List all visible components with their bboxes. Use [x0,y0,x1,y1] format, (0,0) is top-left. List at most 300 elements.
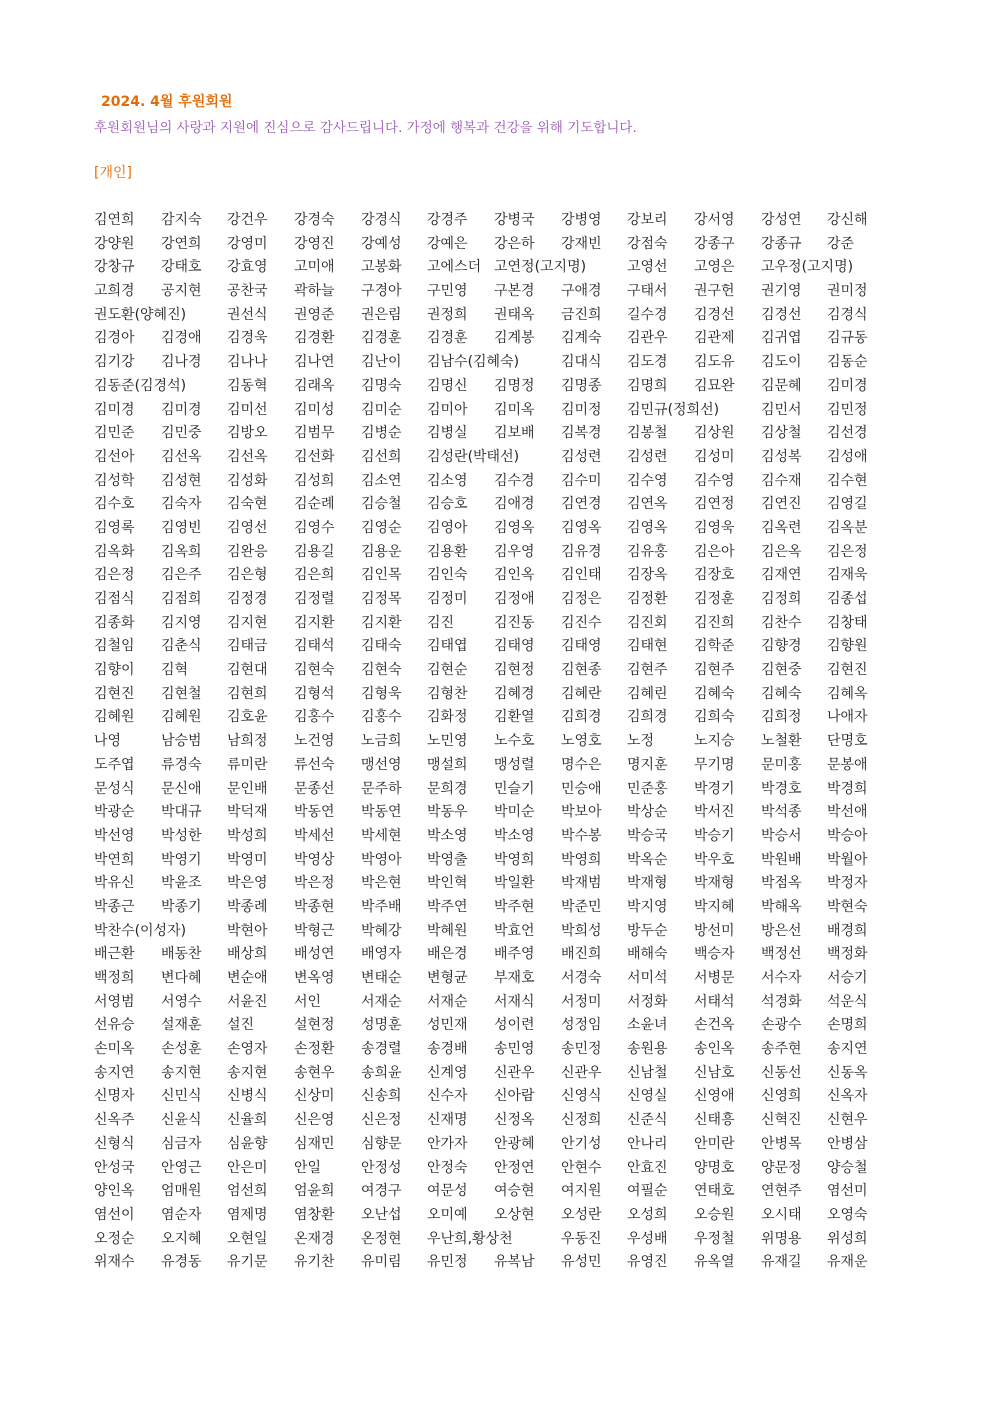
member-name: 김성복 [761,448,802,465]
member-name: 김애경 [494,496,535,513]
member-name: 안정숙 [427,1159,468,1176]
member-name: 박유신 [94,875,135,892]
member-name: 오미예 [427,1206,468,1223]
member-name: 김은아 [694,543,735,560]
member-name: 노수호 [494,733,535,750]
member-name: 김수호 [94,496,135,513]
member-name: 서재식 [494,993,535,1010]
name-row [94,399,894,423]
name-row [94,1180,894,1204]
member-name: 류미란 [227,756,268,773]
member-name: 서인 [294,993,322,1010]
member-name: 김유홍 [627,543,668,560]
member-name: 강효영 [227,259,268,276]
member-name: 박미순 [494,804,535,821]
member-name: 김병순 [361,425,402,442]
member-name: 강경식 [361,212,402,228]
member-name: 김성련 [561,448,602,465]
member-name: 우난희,황상천 [427,1230,513,1247]
member-name: 염창환 [294,1206,335,1223]
member-name: 박석종 [761,804,802,821]
member-name: 김향원 [827,638,868,655]
member-name: 문봉애 [827,756,868,773]
member-name: 맹성렬 [494,756,535,773]
member-name: 변순애 [227,970,268,986]
name-row [94,896,894,920]
member-name: 강서영 [694,212,735,228]
member-name: 김선희 [361,448,402,465]
member-name: 김경선 [694,306,735,323]
member-name: 심금자 [161,1135,202,1152]
member-name: 신형식 [94,1135,135,1152]
member-name: 박주현 [494,898,535,915]
member-name: 노지승 [694,733,735,750]
member-name: 연현주 [761,1183,802,1200]
member-name: 유기문 [227,1254,268,1271]
name-row [94,1228,894,1252]
member-name: 김미순 [361,401,402,418]
member-name: 강영진 [294,235,335,252]
member-name: 김경애 [161,330,202,347]
member-name: 권은림 [361,306,402,323]
member-name: 선유승 [94,1017,135,1034]
member-name: 박종기 [161,898,202,915]
member-name: 박원배 [761,851,802,868]
thank-you-message: 후원회원님의 사랑과 지원에 진심으로 감사드립니다. 가정에 행복과 건강을 위해 기도합니다. [94,120,637,136]
member-name: 유민정 [427,1254,468,1271]
member-name: 박형근 [294,922,335,939]
member-name: 박지혜 [694,898,735,915]
member-name: 김상철 [761,425,802,442]
member-name: 강경주 [427,212,468,228]
member-name: 위재수 [94,1254,135,1271]
section-label-individual: [개인] [94,165,132,181]
member-name: 김영옥 [494,519,535,536]
member-name: 김환열 [494,709,535,726]
member-name: 김희경 [627,709,668,726]
member-name: 김유경 [561,543,602,560]
name-row [94,612,894,636]
member-name: 신옥주 [94,1112,135,1129]
member-name: 서윤진 [227,993,268,1010]
member-name: 강보리 [627,212,668,228]
member-name: 박서진 [694,804,735,821]
member-name: 김명정 [494,377,535,394]
member-name: 노정 [627,733,655,750]
member-name: 김영욱 [694,519,735,536]
member-name: 박일환 [494,875,535,892]
member-name: 박성희 [227,827,268,844]
member-name: 김난이 [361,354,402,371]
member-name: 송원용 [627,1041,668,1058]
member-name: 김민중 [161,425,202,442]
member-name: 김미선 [227,401,268,418]
member-name: 맹선영 [361,756,402,773]
name-row [94,351,894,375]
member-name: 성이련 [494,1017,535,1034]
member-name: 김민규(정희선) [627,401,720,418]
member-name: 서수자 [761,970,802,986]
name-row [94,1014,894,1038]
member-name: 김현정 [494,662,535,679]
member-name: 김민정 [827,401,868,418]
name-row [94,1204,894,1228]
member-name: 김형석 [294,685,335,702]
member-name: 김종화 [94,614,135,631]
member-name: 신남호 [694,1064,735,1081]
member-name: 김혜원 [161,709,202,726]
member-name: 김영순 [361,519,402,536]
member-name: 신재명 [427,1112,468,1129]
member-name: 소윤녀 [627,1017,668,1034]
member-name: 박승국 [627,827,668,844]
member-name: 여지원 [561,1183,602,1200]
member-name: 우동진 [561,1230,602,1247]
member-name: 신정옥 [494,1112,535,1129]
member-name: 문성식 [94,780,135,797]
member-name: 서재순 [361,993,402,1010]
member-name: 김태엽 [427,638,468,655]
member-name: 양인옥 [94,1183,135,1200]
member-name: 강연희 [161,235,202,252]
member-name: 양명호 [694,1159,735,1176]
member-name: 김혜숙 [761,685,802,702]
member-name: 서승기 [827,970,868,986]
member-name: 김화정 [427,709,468,726]
member-name: 박혜강 [361,922,402,939]
member-name: 송지현 [161,1064,202,1081]
member-name: 신영실 [627,1088,668,1105]
member-name: 김혜린 [627,685,668,702]
member-name: 나애자 [827,709,868,726]
member-name: 신민식 [161,1088,202,1105]
member-name: 신정희 [561,1112,602,1129]
name-row [94,706,894,730]
member-name: 송경렬 [361,1041,402,1058]
member-name: 구경아 [361,283,402,300]
member-name: 온재경 [294,1230,335,1247]
member-name: 서미석 [627,970,668,986]
member-name: 안병목 [761,1135,802,1152]
member-name: 김수영 [627,472,668,489]
member-name: 안현수 [561,1159,602,1176]
member-name: 서영범 [94,993,135,1010]
member-name: 김학준 [694,638,735,655]
member-name: 박인혁 [427,875,468,892]
member-name: 권정희 [427,306,468,323]
member-name: 김관우 [627,330,668,347]
member-name: 김계봉 [494,330,535,347]
member-name: 박승아 [827,827,868,844]
member-name: 김종섭 [827,591,868,607]
member-name: 배해숙 [627,946,668,963]
member-name: 공지현 [161,283,202,300]
name-row [94,967,894,991]
member-name: 강예성 [361,235,402,252]
member-name: 김미아 [427,401,468,418]
member-name: 여문성 [427,1183,468,1200]
member-name: 김묘완 [694,377,735,394]
member-name: 박영미 [227,851,268,868]
member-name: 여승현 [494,1183,535,1200]
member-name: 박지영 [627,898,668,915]
member-name: 안가자 [427,1135,468,1152]
member-name: 박대규 [161,804,202,821]
member-name: 김장호 [694,567,735,584]
member-name: 여필순 [627,1183,668,1200]
member-name: 명지훈 [627,756,668,773]
member-name: 송민영 [494,1041,535,1058]
member-name: 박종례 [227,898,268,915]
member-name: 문주하 [361,780,402,797]
member-name: 김지환 [361,614,402,631]
member-name: 신현우 [827,1112,868,1129]
member-name: 고영은 [694,259,735,276]
member-name: 노민영 [427,733,468,750]
member-name: 심윤향 [227,1135,268,1152]
member-name: 김지환 [294,614,335,631]
member-name: 권영준 [294,306,335,323]
member-name: 김경아 [94,330,135,347]
member-name: 손성훈 [161,1041,202,1058]
member-name: 엄선희 [227,1183,268,1200]
member-name: 강종규 [761,235,802,252]
member-name: 김승철 [361,496,402,513]
member-name: 방은선 [761,922,802,939]
member-name: 김성애 [827,448,868,465]
member-name: 유기찬 [294,1254,335,1271]
member-name: 배근환 [94,946,135,963]
name-row [94,754,894,778]
member-name: 강재빈 [561,235,602,252]
member-name: 김범무 [294,425,335,442]
member-name: 김나연 [294,354,335,371]
member-name: 박점옥 [761,875,802,892]
member-name: 오난섭 [361,1206,402,1223]
member-name: 양승철 [827,1159,868,1176]
member-name: 박우호 [694,851,735,868]
member-name: 김지현 [227,614,268,631]
member-name: 김민준 [94,425,135,442]
member-name: 강점숙 [627,235,668,252]
member-name: 권구헌 [694,283,735,300]
member-name: 박주배 [361,898,402,915]
name-row [94,304,894,328]
member-name: 심향문 [361,1135,402,1152]
member-name: 김선화 [294,448,335,465]
member-name: 박연희 [94,851,135,868]
member-name: 박광순 [94,804,135,821]
member-name: 변옥영 [294,970,335,986]
member-name: 김희정 [761,709,802,726]
member-name: 김수경 [494,472,535,489]
member-name: 여경구 [361,1183,402,1200]
member-name: 김영록 [94,519,135,536]
member-name: 김귀엽 [761,330,802,347]
member-name: 김혜옥 [827,685,868,702]
member-name: 신아람 [494,1088,535,1105]
member-name: 송지현 [227,1064,268,1081]
member-name: 김점희 [161,591,202,607]
member-name: 신율희 [227,1112,268,1129]
member-name: 강은하 [494,235,535,252]
member-name: 김동준(김경석) [94,377,187,394]
member-name: 남승범 [161,733,202,750]
member-name: 강성연 [761,212,802,228]
member-name: 안나리 [627,1135,668,1152]
member-name: 배경희 [827,922,868,939]
member-name: 신영식 [561,1088,602,1105]
member-name: 엄매원 [161,1183,202,1200]
member-name: 배영자 [361,946,402,963]
member-name: 김경환 [294,330,335,347]
member-name: 설재훈 [161,1017,202,1034]
member-name: 김영수 [294,519,335,536]
name-row [94,541,894,565]
member-name: 서태석 [694,993,735,1010]
member-name: 신준식 [627,1112,668,1129]
member-name: 김현순 [427,662,468,679]
name-row [94,1085,894,1109]
member-name: 박준민 [561,898,602,915]
member-name: 안미란 [694,1135,735,1152]
member-name: 박승서 [761,827,802,844]
member-name: 안일 [294,1159,322,1176]
member-name: 김진 [427,614,455,631]
member-name: 김현대 [227,662,268,679]
member-name: 김성희 [294,472,335,489]
member-name: 유성민 [561,1254,602,1271]
member-name: 양문정 [761,1159,802,1176]
member-name: 강영미 [227,235,268,252]
member-name: 김숙현 [227,496,268,513]
member-name: 강종구 [694,235,735,252]
member-name: 김창태 [827,614,868,631]
name-row [94,825,894,849]
member-name: 김태현 [627,638,668,655]
member-name: 신영희 [761,1088,802,1105]
member-name: 손광수 [761,1017,802,1034]
member-name: 오성란 [561,1206,602,1223]
member-name: 고우정(고지명) [761,259,854,276]
member-name: 신관우 [494,1064,535,1081]
member-name: 김홍수 [294,709,335,726]
member-name: 강경숙 [294,212,335,228]
name-row [94,280,894,304]
member-name: 오시태 [761,1206,802,1223]
member-name: 손미옥 [94,1041,135,1058]
member-name: 오현일 [227,1230,268,1247]
member-name: 박상순 [627,804,668,821]
name-row [94,233,894,257]
member-name: 엄윤희 [294,1183,335,1200]
member-name: 배상희 [227,946,268,963]
member-name: 박재형 [694,875,735,892]
member-name: 김희숙 [694,709,735,726]
member-name: 김진희 [694,614,735,631]
member-name: 김재연 [761,567,802,584]
member-name: 권기영 [761,283,802,300]
member-name: 김현주 [627,662,668,679]
member-name: 박혜원 [427,922,468,939]
member-name: 김태숙 [361,638,402,655]
member-name-grid [94,209,894,1275]
member-name: 염선미 [827,1183,868,1200]
member-name: 신태흥 [694,1112,735,1129]
member-name: 김영길 [827,496,868,513]
member-name: 박종근 [94,898,135,915]
member-name: 김선옥 [227,448,268,465]
member-name: 강준 [827,235,855,252]
member-name: 김우영 [494,543,535,560]
name-row [94,801,894,825]
member-name: 안광혜 [494,1135,535,1152]
member-name: 박동우 [427,804,468,821]
member-name: 오정순 [94,1230,135,1247]
member-name: 송현우 [294,1064,335,1081]
member-name: 김대식 [561,354,602,371]
member-name: 박희성 [561,922,602,939]
member-name: 김성화 [227,472,268,489]
member-name: 김보배 [494,425,535,442]
member-name: 서영수 [161,993,202,1010]
member-name: 백정희 [94,970,135,986]
member-name: 박영출 [427,851,468,868]
member-name: 김용길 [294,543,335,560]
member-name: 단명호 [827,733,868,750]
member-name: 김진동 [494,614,535,631]
member-name: 김지영 [161,614,202,631]
member-name: 심재민 [294,1135,335,1152]
member-name: 설현정 [294,1017,335,1034]
member-name: 김형욱 [361,685,402,702]
name-row [94,872,894,896]
member-name: 김현숙 [361,662,402,679]
name-row [94,1038,894,1062]
member-name: 성민재 [427,1017,468,1034]
member-name: 김명종 [561,377,602,394]
member-name: 석경화 [761,993,802,1010]
member-name: 박종현 [294,898,335,915]
member-name: 김정희 [761,591,802,607]
member-name: 김정은 [561,591,602,607]
member-name: 배동찬 [161,946,202,963]
member-name: 김용환 [427,543,468,560]
member-name: 김수미 [561,472,602,489]
member-name: 송인옥 [694,1041,735,1058]
member-name: 안병삼 [827,1135,868,1152]
member-name: 김점식 [94,591,135,607]
member-name: 박승기 [694,827,735,844]
member-name: 박경희 [827,780,868,797]
member-name: 김미경 [161,401,202,418]
member-name: 박영희 [494,851,535,868]
member-name: 박찬수(이성자) [94,922,187,939]
member-name: 김성란(박태선) [427,448,520,465]
member-name: 염제명 [227,1206,268,1223]
member-name: 문인배 [227,780,268,797]
member-name: 박선애 [827,804,868,821]
member-name: 유옥열 [694,1254,735,1271]
member-name: 김도유 [694,354,735,371]
member-name: 강예은 [427,235,468,252]
member-name: 김인태 [561,567,602,584]
name-row [94,470,894,494]
member-name: 김영아 [427,519,468,536]
member-name: 송경배 [427,1041,468,1058]
member-name: 김현진 [94,685,135,702]
member-name: 김성현 [161,472,202,489]
